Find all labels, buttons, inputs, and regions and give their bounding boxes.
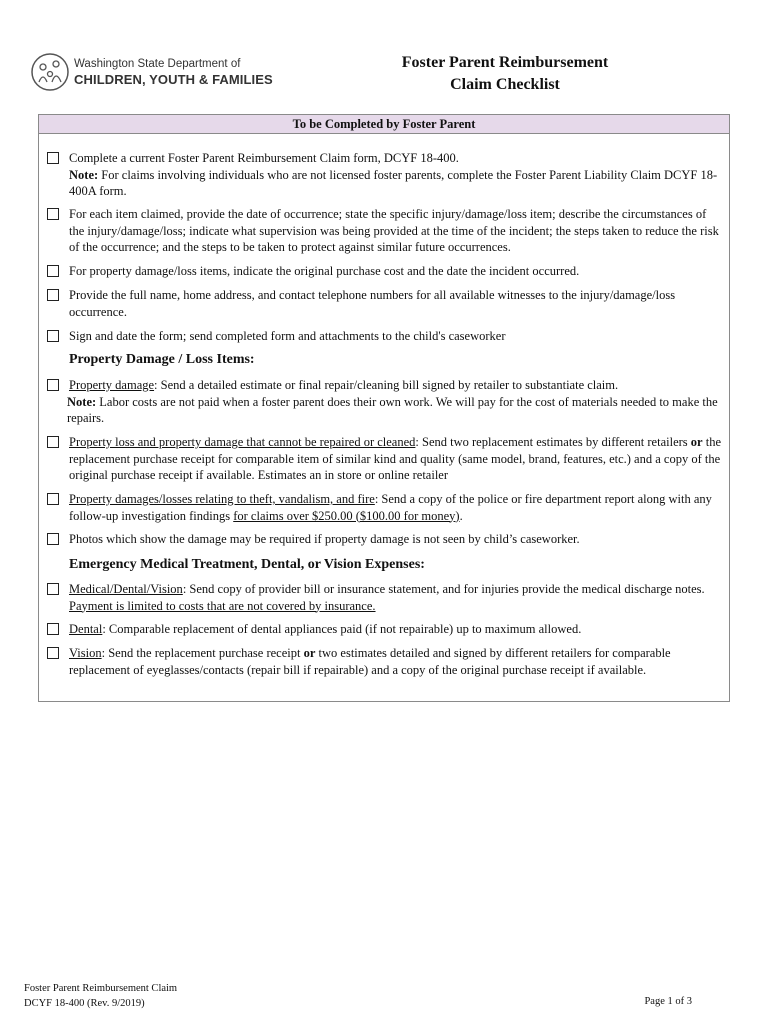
checklist-item-text: Photos which show the damage may be required if property damage is not seen by child’s caseworker. — [69, 532, 580, 546]
checkbox[interactable] — [47, 647, 59, 659]
checklist-box — [38, 114, 730, 702]
checkbox[interactable] — [47, 265, 59, 277]
agency-emblem-icon — [30, 52, 70, 92]
checkbox[interactable] — [47, 379, 59, 391]
checkbox[interactable] — [47, 152, 59, 164]
checklist-item-text: Medical/Dental/Vision: Send copy of provider bill or insurance statement, and for injuries provide the medical discharge notes. Payment is limited to costs that are not covered by insurance. — [69, 582, 705, 613]
checklist-item-text: Dental: Comparable replacement of dental appliances paid (if not repairable) up to maximum allowed. — [69, 622, 582, 636]
checklist-item — [47, 263, 722, 280]
checkbox[interactable] — [47, 289, 59, 301]
checklist-item — [47, 328, 722, 345]
checkbox[interactable] — [47, 583, 59, 595]
title-line-2: Claim Checklist — [450, 76, 560, 93]
checklist-item — [47, 581, 722, 614]
checklist-item-text: Vision: Send the replacement purchase receipt or two estimates detailed and signed by different retailers for comparable replacement of eyeglasses/contacts (repair bill if repairable) and a copy of the original purchase receipt if available. — [69, 646, 671, 677]
checklist-item — [47, 150, 722, 200]
checklist-item-text: Property damage: Send a detailed estimate or final repair/cleaning bill signed by retailer to substantiate claim. — [69, 378, 619, 392]
checklist-item — [47, 645, 722, 678]
logo-text-department: Washington State Department of — [74, 58, 241, 70]
footer-form-info — [24, 981, 177, 1011]
logo-text-agency: CHILDREN, YOUTH & FAMILIES — [74, 72, 273, 87]
checklist-item — [47, 531, 722, 548]
page-title — [360, 52, 650, 96]
checklist-item — [47, 491, 722, 524]
note-block: Note: Labor costs are not paid when a foster parent does their own work. We will pay for the cost of materials needed to make the repairs. — [67, 394, 718, 425]
footer-form-name: Foster Parent Reimbursement Claim — [24, 983, 178, 994]
checkbox[interactable] — [47, 208, 59, 220]
checklist-item-text: For each item claimed, provide the date of occurrence; state the specific injury/damage/loss item; describe the circumstances of the injury/damage/loss; indicate what supervision was being provided at the time of the incident; the steps taken to reduce the risk of the occurrence; and the steps to be taken to protect against similar future occurrences. — [69, 207, 719, 254]
footer-form-number: DCYF 18-400 (Rev. 9/2019) — [24, 998, 145, 1009]
agency-logo — [30, 52, 273, 102]
section-heading-medical: Emergency Medical Treatment, Dental, or Vision Expenses: — [69, 557, 425, 572]
checklist-item-text: For property damage/loss items, indicate the original purchase cost and the date the incident occurred. — [69, 264, 580, 278]
checkbox[interactable] — [47, 330, 59, 342]
section-heading-property: Property Damage / Loss Items: — [69, 352, 255, 367]
checklist-box-header: To be Completed by Foster Parent — [39, 115, 729, 134]
note-label: Note: — [69, 167, 99, 182]
checklist-item — [47, 206, 722, 256]
checkbox[interactable] — [47, 533, 59, 545]
note-label: Note: — [67, 394, 97, 409]
checklist-item-text: Provide the full name, home address, and contact telephone numbers for all available witnesses to the injury/damage/loss occurrence. — [69, 288, 676, 319]
checkbox[interactable] — [47, 623, 59, 635]
checklist-item-text: Sign and date the form; send completed form and attachments to the child's caseworker — [69, 329, 506, 343]
page-number: Page 1 of 3 — [644, 996, 692, 1007]
checklist-item — [47, 287, 722, 320]
checklist-item — [47, 621, 722, 638]
checklist-item — [47, 434, 722, 484]
checklist-item-text: Complete a current Foster Parent Reimbursement Claim form, DCYF 18-400. Note: For claims involving individuals who are not licensed foster parents, complete the Foster Parent Liability Claim DCYF 18-400A form. — [69, 151, 718, 198]
checklist-item — [47, 377, 722, 427]
checklist-item-text: Property damages/losses relating to theft, vandalism, and fire: Send a copy of the police or fire department report along with any follow-up investigation findings for claims over $250.00 ($100.00 for money). — [69, 492, 712, 523]
checkbox[interactable] — [47, 493, 59, 505]
title-line-1: Foster Parent Reimbursement — [401, 54, 609, 71]
checklist-item-text: Property loss and property damage that cannot be repaired or cleaned: Send two replacement estimates by different retailers or the replacement purchase receipt for comparable item of similar kind and quality (same model, brand, features, etc.) and a copy of the original purchase receipt if available. Estimates an in store or online retailer — [69, 435, 721, 482]
checkbox[interactable] — [47, 436, 59, 448]
